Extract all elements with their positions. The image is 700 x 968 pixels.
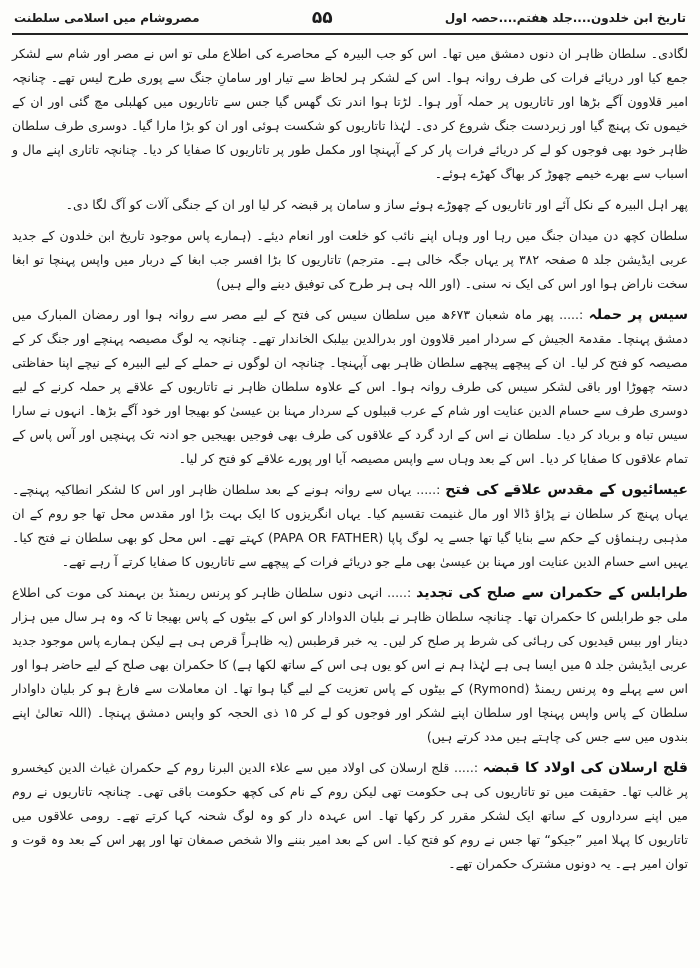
header-book-title: تاریخ ابن خلدون....جلد هفتم....حصہ اول [444,11,686,25]
section-conquest-of-christian-holy-area [12,478,688,574]
page-body [12,42,688,876]
section-attack-on-sis [12,303,688,471]
section-text: سلطان کچھ دن میدان جنگ میں رہا اور وہاں اپنے نائب کو خلعت اور انعام دیئے۔ (ہمارے پاس موجود تاریخ ابن خلدون کے جدید عربی ایڈیشن جلد ۵ صفحہ ۳۸۲ پر یہاں جگہ خالی ہے۔ مترجم) تاتاریوں کا بڑا افسر جب ابغا کے دربار میں واپس پہنچا تو ابغا سخت ناراض ہوا اور اس کی ایک نہ سنی۔ (اور اللہ ہی ہر طرح کی توفیق دینے والے ہیں) [12,228,688,291]
paragraph-continuation [12,42,688,186]
section-heading: عیسائیوں کے مقدس علاقے کی فتح [445,482,688,498]
heading-separator: :..... [559,307,584,322]
paragraph [12,224,688,296]
heading-separator: :..... [387,585,412,600]
paragraph [12,193,688,217]
section-text: یہاں سے روانہ ہونے کے بعد سلطان ظاہر اور اس کا لشکر انطاکیہ پہنچے۔ یہاں پہنچ کر سلطان نے پڑاؤ ڈالا اور مال غنیمت تقسیم کیا۔ یہاں انگریزوں کا ایک بہت بڑا اور مقدس محل تھا جو روم کے ان مذہبی رہنماؤں کے حکم سے بنایا گیا تھا جسے یہ لوگ پاپا (PAPA OR FATHER) کہتے تھے۔ اس محل کو بھی سلطان نے فتح کیا۔ یہیں اسے حسام الدین عنایت اور مہنا بن عیسیٰ بھی ملے جو دریائے فرات کے پیچھے سے تاتاریوں کا صفایا کرتے آ رہے تھے۔ [12,482,689,569]
section-text: پھر ماہ شعبان ۶۷۳ھ میں سلطان سیس کی فتح کے لیے مصر سے روانہ ہوا اور رمضان المبارک میں دمشق پہنچا۔ مقدمۃ الجیش کے سردار امیر قلاوون اور بدرالدین بیلبک الخاندار تھے۔ چنانچہ یہ لوگ مصیصہ پہنچے اور جنگ کر کے مصیصہ کو فتح کر لیا۔ ان کے پیچھے پیچھے سلطان ظاہر بھی آپہنچا۔ چنانچہ ان لوگوں نے حملے کے لیے البیرہ کے نیچے اپنا حفاظتی دستہ چھوڑا اور باقی لشکر سیس کی طرف روانہ ہوا۔ اس کے علاوہ سلطان ظاہر نے تاتاریوں کے علاقے پر حملہ کرنے کے لیے دوسری طرف سے حسام الدین عنایت اور شام کے عرب قبیلوں کے سردار مہنا بن عیسیٰ کو بھیجا اور خود آگے بڑھا۔ انہوں نے سارا سیس تباہ و برباد کر دیا۔ سلطان نے اس کے ارد گرد کے علاقوں کی طرف بھی فوجیں بھیجیں جو ادنہ تک پہنچیں اور آس پاس کے تمام علاقوں کا صفایا کر دیا۔ اس کے بعد وہاں سے واپس مصیصہ آیا اور پورے علاقے کو فتح کر لیا۔ [12,307,688,466]
section-qilij-arslan-descendants [12,756,688,876]
page-header [12,8,688,35]
heading-separator: :..... [453,760,479,775]
section-heading: طرابلس کے حکمران سے صلح کی تجدید [416,585,688,601]
header-section-title: مصروشام میں اسلامی سلطنت [14,11,200,25]
section-text: پھر اہل البیرہ کے نکل آئے اور تاتاریوں کے چھوڑے ہوئے ساز و سامان پر قبضہ کر لیا اور ان کے جنگی آلات کو آگ لگا دی۔ [65,197,688,212]
section-text: انہی دنوں سلطان ظاہر کو پرنس ریمنڈ بن بہمند کی موت کی اطلاع ملی جو طرابلس کا حکمران تھا۔ چنانچہ سلطان ظاہر نے بلیان الدوادار کو اس کے بیٹوں کے پاس بھیجا تا کہ وہ ہر سال میں ہزار دینار اور بیس قیدیوں کی رہائی کی شرط پر صلح کر لیں۔ یہ خبر قرطبس (یہ ظاہراً قرص ہی ہے لیکن ہمارے پاس موجود جدید عربی ایڈیشن جلد ۵ میں ایسا ہی ہے لہٰذا ہم نے اس کو یوں ہی اس کے ساتھ لکھا ہے) کا حکمران بھی صلح کے لیے حاضر ہوا اور اس سے پہلے وہ پرنس ریمنڈ (Rymond) کے بیٹوں کے پاس تعزیت کے لیے گیا ہوا تھا۔ ان معاملات سے فارغ ہو کر بلیان داوادار سلطان کے پاس واپس پہنچا اور سلطان اپنے لشکر اور فوجوں کو لے کر ۱۵ ذی الحجہ کو واپس دمشق پہنچا۔ (اللہ تعالیٰ اپنے بندوں میں سے جس کی چاہتے ہیں مدد کرتے ہیں) [12,585,688,744]
page-number: ۵۵ [311,8,333,28]
section-text: قلج ارسلان کی اولاد میں سے علاء الدین البرنا روم کے حکمران غیاث الدین کیخسرو پر غالب تھا۔ حقیقت میں تو تاتاریوں کی ہی حکومت تھی لیکن روم کے نام کی کچھ حکومت باقی تھی۔ چنانچہ تاتاریوں نے روم میں اپنے سرداروں کے ساتھ ایک لشکر مقرر کر رکھا تھا۔ اس عہدہ دار کو وہ لوگ شحنہ کہا کرتے تھے۔ رومی علاقوں میں تاتاریوں کا پہلا امیر ”جیکو“ تھا جس نے روم کو فتح کیا۔ اس کے بعد امیر بننے والا شخص صمغان تھا اور پھر اس کے بعد وہ قوت و توان امیر ہے۔ یہ دونوں مشترک حکمران تھے۔ [12,760,688,871]
section-peace-with-tripoli-ruler [12,581,688,749]
heading-separator: :..... [416,482,441,497]
section-heading: قلج ارسلان کی اولاد کا قبضہ [482,760,688,776]
section-heading: سیس پر حملہ [588,307,689,323]
section-text: لگادی۔ سلطان ظاہر ان دنوں دمشق میں تھا۔ اس کو جب البیرہ کے محاصرے کی اطلاع ملی تو اس نے مصر اور شام سے لشکر جمع کیا اور دریائے فرات کی طرف روانہ ہوا۔ اس کے لشکر ہر لحاظ سے تیار اور سامانِ جنگ سے پوری طرح لیس تھے۔ چنانچہ امیر قلاوون آگے بڑھا اور تاتاریوں پر حملہ آور ہوا۔ لڑتا ہوا اندر تک گھس گیا جس سے تاتاریوں میں کھلبلی مچ گئی اور ان کے خیموں تک پہنچ گیا اور زبردست جنگ شروع کر دی۔ لہٰذا تاتاریوں کو شکست ہوئی اور ان کو بڑا مارا گیا۔ دوسری طرف سلطان ظاہر خود بھی فوجوں کو لے کر دریائے فرات پار کر کے آپہنچا اور مکمل طور پر تاتاریوں کا صفایا کر دیا۔ چنانچہ تاتاری اپنے مال و اسباب سے بھرے خیمے چھوڑ کر بھاگ کھڑے ہوئے۔ [12,46,688,181]
